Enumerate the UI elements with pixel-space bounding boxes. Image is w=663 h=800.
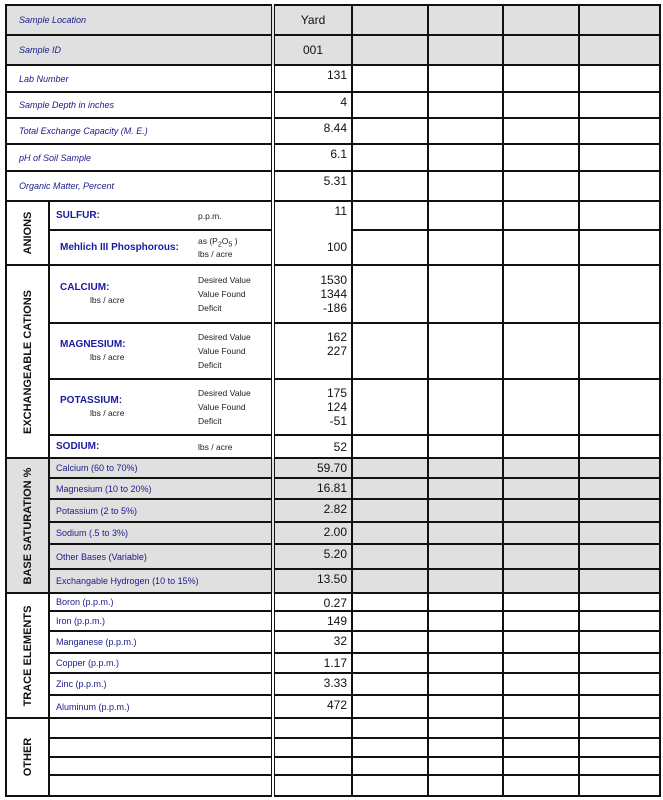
empty-cell[interactable] bbox=[503, 323, 579, 379]
value: 32 bbox=[333, 634, 348, 648]
value: 52 bbox=[333, 439, 348, 454]
empty-cell[interactable] bbox=[428, 265, 503, 323]
empty-cell[interactable] bbox=[503, 65, 579, 92]
empty-cell[interactable] bbox=[428, 611, 503, 631]
base-saturation-label: Sodium (.5 to 3%) bbox=[49, 522, 273, 544]
value: 1344 bbox=[320, 287, 348, 301]
empty-cell[interactable] bbox=[428, 435, 503, 458]
table-row bbox=[6, 435, 660, 458]
empty-cell[interactable] bbox=[579, 458, 660, 478]
empty-cell[interactable] bbox=[503, 171, 579, 201]
empty-cell[interactable] bbox=[579, 695, 660, 718]
value: 59.70 bbox=[316, 461, 348, 475]
empty-cell[interactable] bbox=[428, 522, 503, 544]
value: -186 bbox=[322, 301, 348, 315]
value: 16.81 bbox=[316, 481, 348, 495]
empty-cell[interactable] bbox=[503, 35, 579, 65]
trace-element-label: Iron (p.p.m.) bbox=[49, 611, 273, 631]
field-label bbox=[6, 144, 273, 171]
label: Lab Number bbox=[19, 73, 69, 84]
table-row bbox=[6, 499, 660, 522]
empty-cell[interactable] bbox=[579, 631, 660, 653]
table-row bbox=[6, 757, 660, 775]
phosphorous-label: Mehlich III Phosphorous: as ($P_2O_5$ ) lbs / acre bbox=[49, 230, 273, 265]
empty-cell[interactable] bbox=[428, 458, 503, 478]
empty-cell[interactable] bbox=[352, 35, 428, 65]
empty-cell[interactable] bbox=[428, 695, 503, 718]
trace-element-label: Manganese (p.p.m.) bbox=[49, 631, 273, 653]
sodium-label: SODIUM: lbs / acre bbox=[49, 435, 273, 458]
table-row bbox=[6, 775, 660, 796]
anions-group-label: ANIONS bbox=[6, 201, 49, 265]
row-label: Desired Value bbox=[198, 388, 251, 398]
value: 227 bbox=[326, 344, 348, 358]
value-cell[interactable] bbox=[273, 379, 352, 435]
value-cell[interactable] bbox=[273, 65, 352, 92]
empty-cell[interactable] bbox=[503, 718, 579, 738]
table-row bbox=[6, 118, 660, 144]
empty-cell[interactable] bbox=[503, 775, 579, 796]
empty-cell[interactable] bbox=[352, 230, 428, 265]
empty-cell[interactable] bbox=[352, 611, 428, 631]
empty-cell[interactable] bbox=[579, 379, 660, 435]
base-saturation-label: Exchangable Hydrogen (10 to 15%) bbox=[49, 569, 273, 593]
row-label: Desired Value bbox=[198, 332, 251, 342]
empty-cell[interactable] bbox=[579, 757, 660, 775]
value-cell[interactable] bbox=[273, 265, 352, 323]
value: 1.17 bbox=[323, 656, 348, 670]
row-label: Value Found bbox=[198, 402, 246, 412]
empty-cell[interactable] bbox=[579, 569, 660, 593]
value: 175 bbox=[326, 386, 348, 400]
row-label: Deficit bbox=[198, 416, 222, 426]
empty-cell[interactable] bbox=[503, 695, 579, 718]
table-row bbox=[6, 323, 660, 379]
empty-cell[interactable] bbox=[503, 458, 579, 478]
value: 5.20 bbox=[323, 547, 348, 561]
label: Total Exchange Capacity (M. E.) bbox=[19, 126, 148, 136]
empty-cell[interactable] bbox=[352, 757, 428, 775]
value-cell[interactable] bbox=[273, 458, 352, 478]
value-cell[interactable] bbox=[273, 522, 352, 544]
empty-cell[interactable] bbox=[503, 631, 579, 653]
empty-cell[interactable] bbox=[503, 201, 579, 230]
empty-cell[interactable] bbox=[579, 435, 660, 458]
empty-cell[interactable] bbox=[428, 593, 503, 611]
empty-cell[interactable] bbox=[352, 499, 428, 522]
base-saturation-label: Potassium (2 to 5%) bbox=[49, 499, 273, 522]
empty-cell[interactable] bbox=[428, 673, 503, 695]
empty-cell[interactable] bbox=[352, 65, 428, 92]
empty-cell[interactable] bbox=[579, 118, 660, 144]
empty-cell[interactable] bbox=[579, 653, 660, 673]
table-row bbox=[6, 593, 660, 611]
cations-group-label: EXCHANGEABLE CATIONS bbox=[6, 265, 49, 458]
empty-cell[interactable] bbox=[503, 522, 579, 544]
value-cell[interactable] bbox=[273, 201, 352, 230]
value-cell[interactable] bbox=[273, 544, 352, 569]
value: 100 bbox=[326, 240, 348, 254]
table-row bbox=[6, 611, 660, 631]
field-label bbox=[6, 118, 273, 144]
value: 001 bbox=[303, 43, 324, 57]
trace-element-label: Zinc (p.p.m.) bbox=[49, 673, 273, 695]
empty-cell[interactable] bbox=[428, 92, 503, 118]
empty-cell[interactable] bbox=[428, 65, 503, 92]
empty-cell[interactable] bbox=[428, 230, 503, 265]
empty-cell[interactable] bbox=[579, 478, 660, 499]
header-label bbox=[6, 5, 273, 35]
empty-cell[interactable] bbox=[503, 653, 579, 673]
empty-cell[interactable] bbox=[352, 171, 428, 201]
value-cell[interactable] bbox=[273, 323, 352, 379]
empty-cell[interactable] bbox=[428, 379, 503, 435]
empty-cell[interactable] bbox=[503, 544, 579, 569]
value: 13.50 bbox=[316, 572, 348, 586]
empty-cell[interactable] bbox=[352, 435, 428, 458]
value-cell[interactable] bbox=[273, 171, 352, 201]
calcium-label: CALCIUM: lbs / acre Desired Value Value Found Deficit bbox=[49, 265, 273, 323]
row-label: Deficit bbox=[198, 360, 222, 370]
empty-cell[interactable] bbox=[352, 775, 428, 796]
empty-cell[interactable] bbox=[428, 5, 503, 35]
value-cell[interactable] bbox=[273, 435, 352, 458]
trace-elements-group-label: TRACE ELEMENTS bbox=[6, 593, 49, 718]
empty-cell[interactable] bbox=[579, 35, 660, 65]
trace-element-label: Aluminum (p.p.m.) bbox=[49, 695, 273, 718]
empty-cell[interactable] bbox=[352, 118, 428, 144]
field-label bbox=[6, 171, 273, 201]
empty-cell[interactable] bbox=[428, 775, 503, 796]
empty-cell[interactable] bbox=[428, 569, 503, 593]
empty-cell[interactable] bbox=[503, 593, 579, 611]
empty-cell[interactable] bbox=[579, 144, 660, 171]
table-row bbox=[6, 458, 660, 478]
value-cell[interactable] bbox=[273, 718, 352, 738]
value-cell[interactable] bbox=[273, 757, 352, 775]
trace-element-label: Copper (p.p.m.) bbox=[49, 653, 273, 673]
empty-cell[interactable] bbox=[352, 569, 428, 593]
base-saturation-group-label: BASE SATURATION % bbox=[6, 458, 49, 593]
empty-cell[interactable] bbox=[352, 695, 428, 718]
table-row bbox=[6, 478, 660, 499]
label: Organic Matter, Percent bbox=[19, 181, 115, 191]
empty-cell[interactable] bbox=[579, 738, 660, 757]
empty-cell[interactable] bbox=[579, 230, 660, 265]
magnesium-label: MAGNESIUM: lbs / acre Desired Value Value Found Deficit bbox=[49, 323, 273, 379]
empty-cell[interactable] bbox=[579, 611, 660, 631]
empty-cell[interactable] bbox=[579, 171, 660, 201]
empty-cell[interactable] bbox=[352, 738, 428, 757]
value-cell[interactable] bbox=[273, 695, 352, 718]
value: 6.1 bbox=[330, 147, 348, 161]
row-label: Deficit bbox=[198, 303, 222, 313]
empty-cell[interactable] bbox=[352, 323, 428, 379]
value-cell[interactable] bbox=[273, 775, 352, 796]
value: 3.33 bbox=[323, 676, 348, 690]
empty-cell[interactable] bbox=[579, 5, 660, 35]
other-label-cell[interactable] bbox=[49, 738, 273, 757]
empty-cell[interactable] bbox=[579, 593, 660, 611]
empty-cell[interactable] bbox=[579, 499, 660, 522]
value: 0.27 bbox=[323, 596, 348, 610]
value-cell[interactable] bbox=[273, 653, 352, 673]
empty-cell[interactable] bbox=[579, 718, 660, 738]
empty-cell[interactable] bbox=[352, 653, 428, 673]
empty-cell[interactable] bbox=[579, 65, 660, 92]
empty-cell[interactable] bbox=[352, 201, 428, 230]
empty-cell[interactable] bbox=[428, 171, 503, 201]
empty-cell[interactable] bbox=[503, 611, 579, 631]
empty-cell[interactable] bbox=[428, 478, 503, 499]
empty-cell[interactable] bbox=[428, 323, 503, 379]
value: 2.00 bbox=[323, 525, 348, 539]
other-label-cell[interactable] bbox=[49, 757, 273, 775]
empty-cell[interactable] bbox=[503, 144, 579, 171]
value: -51 bbox=[329, 414, 348, 428]
empty-cell[interactable] bbox=[579, 775, 660, 796]
table-row bbox=[6, 230, 660, 265]
field-label bbox=[6, 92, 273, 118]
table-row bbox=[6, 569, 660, 593]
label: pH of Soil Sample bbox=[19, 152, 92, 163]
value: 8.44 bbox=[323, 121, 348, 135]
empty-cell[interactable] bbox=[352, 5, 428, 35]
empty-cell[interactable] bbox=[503, 118, 579, 144]
empty-cell[interactable] bbox=[352, 144, 428, 171]
value-cell[interactable] bbox=[273, 611, 352, 631]
empty-cell[interactable] bbox=[579, 265, 660, 323]
value: 4 bbox=[340, 95, 348, 109]
empty-cell[interactable] bbox=[428, 631, 503, 653]
row-label: Desired Value bbox=[198, 275, 251, 285]
value: 149 bbox=[326, 614, 348, 628]
empty-cell[interactable] bbox=[352, 544, 428, 569]
other-label-cell[interactable] bbox=[49, 775, 273, 796]
empty-cell[interactable] bbox=[503, 478, 579, 499]
value: 124 bbox=[326, 400, 348, 414]
soil-report-table bbox=[5, 4, 661, 797]
empty-cell[interactable] bbox=[503, 5, 579, 35]
empty-cell[interactable] bbox=[352, 458, 428, 478]
row-label: Value Found bbox=[198, 289, 246, 299]
empty-cell[interactable] bbox=[352, 92, 428, 118]
empty-cell[interactable] bbox=[579, 201, 660, 230]
label: Sample Location bbox=[19, 15, 87, 25]
table-row bbox=[6, 738, 660, 757]
value-cell[interactable] bbox=[273, 593, 352, 611]
value: 131 bbox=[326, 68, 348, 82]
empty-cell[interactable] bbox=[428, 201, 503, 230]
label: Sample Depth in inches bbox=[19, 100, 115, 110]
empty-cell[interactable] bbox=[579, 323, 660, 379]
table-row bbox=[6, 144, 660, 171]
table-row bbox=[6, 5, 660, 35]
header-label bbox=[6, 35, 273, 65]
field-label bbox=[6, 65, 273, 92]
value-cell[interactable] bbox=[273, 144, 352, 171]
value: 1530 bbox=[320, 273, 348, 287]
empty-cell[interactable] bbox=[428, 499, 503, 522]
value: 11 bbox=[334, 204, 348, 218]
empty-cell[interactable] bbox=[352, 379, 428, 435]
table-row bbox=[6, 544, 660, 569]
table-row bbox=[6, 522, 660, 544]
value-cell[interactable] bbox=[273, 499, 352, 522]
empty-cell[interactable] bbox=[503, 230, 579, 265]
value: 2.82 bbox=[323, 502, 348, 516]
label: Sample ID bbox=[19, 45, 62, 55]
table-row bbox=[6, 379, 660, 435]
empty-cell[interactable] bbox=[579, 673, 660, 695]
empty-cell[interactable] bbox=[352, 718, 428, 738]
table-row bbox=[6, 631, 660, 653]
table-row bbox=[6, 673, 660, 695]
empty-cell[interactable] bbox=[579, 92, 660, 118]
table-row bbox=[6, 201, 660, 230]
empty-cell[interactable] bbox=[352, 478, 428, 499]
base-saturation-label: Calcium (60 to 70%) bbox=[49, 458, 273, 478]
empty-cell[interactable] bbox=[428, 757, 503, 775]
table-row bbox=[6, 653, 660, 673]
empty-cell[interactable] bbox=[352, 673, 428, 695]
empty-cell[interactable] bbox=[503, 757, 579, 775]
value-cell[interactable] bbox=[273, 738, 352, 757]
empty-cell[interactable] bbox=[428, 118, 503, 144]
empty-cell[interactable] bbox=[352, 631, 428, 653]
empty-cell[interactable] bbox=[428, 35, 503, 65]
value-cell[interactable] bbox=[273, 92, 352, 118]
table-row bbox=[6, 35, 660, 65]
empty-cell[interactable] bbox=[503, 265, 579, 323]
empty-cell[interactable] bbox=[579, 544, 660, 569]
empty-cell[interactable] bbox=[428, 653, 503, 673]
empty-cell[interactable] bbox=[579, 522, 660, 544]
potassium-label: POTASSIUM: lbs / acre Desired Value Value Found Deficit bbox=[49, 379, 273, 435]
empty-cell[interactable] bbox=[428, 144, 503, 171]
value-cell[interactable] bbox=[273, 673, 352, 695]
value: Yard bbox=[300, 13, 326, 27]
empty-cell[interactable] bbox=[428, 718, 503, 738]
base-saturation-label: Magnesium (10 to 20%) bbox=[49, 478, 273, 499]
value-cell[interactable] bbox=[273, 118, 352, 144]
value-cell[interactable] bbox=[273, 230, 352, 265]
empty-cell[interactable] bbox=[503, 569, 579, 593]
empty-cell[interactable] bbox=[503, 673, 579, 695]
empty-cell[interactable] bbox=[503, 499, 579, 522]
empty-cell[interactable] bbox=[503, 738, 579, 757]
value-cell[interactable] bbox=[273, 5, 352, 35]
table-row bbox=[6, 718, 660, 738]
trace-element-label: Boron (p.p.m.) bbox=[49, 593, 273, 611]
value-cell[interactable] bbox=[273, 569, 352, 593]
empty-cell[interactable] bbox=[352, 265, 428, 323]
empty-cell[interactable] bbox=[428, 544, 503, 569]
value: 5.31 bbox=[323, 174, 348, 188]
value-cell[interactable] bbox=[273, 631, 352, 653]
empty-cell[interactable] bbox=[503, 379, 579, 435]
other-label-cell[interactable] bbox=[49, 718, 273, 738]
table-row bbox=[6, 265, 660, 323]
empty-cell[interactable] bbox=[352, 522, 428, 544]
table-row bbox=[6, 171, 660, 201]
empty-cell[interactable] bbox=[503, 92, 579, 118]
sulfur-label: SULFUR: p.p.m. bbox=[49, 201, 273, 230]
empty-cell[interactable] bbox=[352, 593, 428, 611]
value-cell[interactable] bbox=[273, 478, 352, 499]
value: 162 bbox=[326, 330, 348, 344]
table-row bbox=[6, 695, 660, 718]
table-row bbox=[6, 65, 660, 92]
value: 472 bbox=[326, 698, 348, 712]
value-cell[interactable] bbox=[273, 35, 352, 65]
value bbox=[275, 358, 347, 372]
table-row bbox=[6, 92, 660, 118]
base-saturation-label: Other Bases (Variable) bbox=[49, 544, 273, 569]
row-label: Value Found bbox=[198, 346, 246, 356]
empty-cell[interactable] bbox=[428, 738, 503, 757]
other-group-label: OTHER bbox=[6, 718, 49, 796]
empty-cell[interactable] bbox=[503, 435, 579, 458]
